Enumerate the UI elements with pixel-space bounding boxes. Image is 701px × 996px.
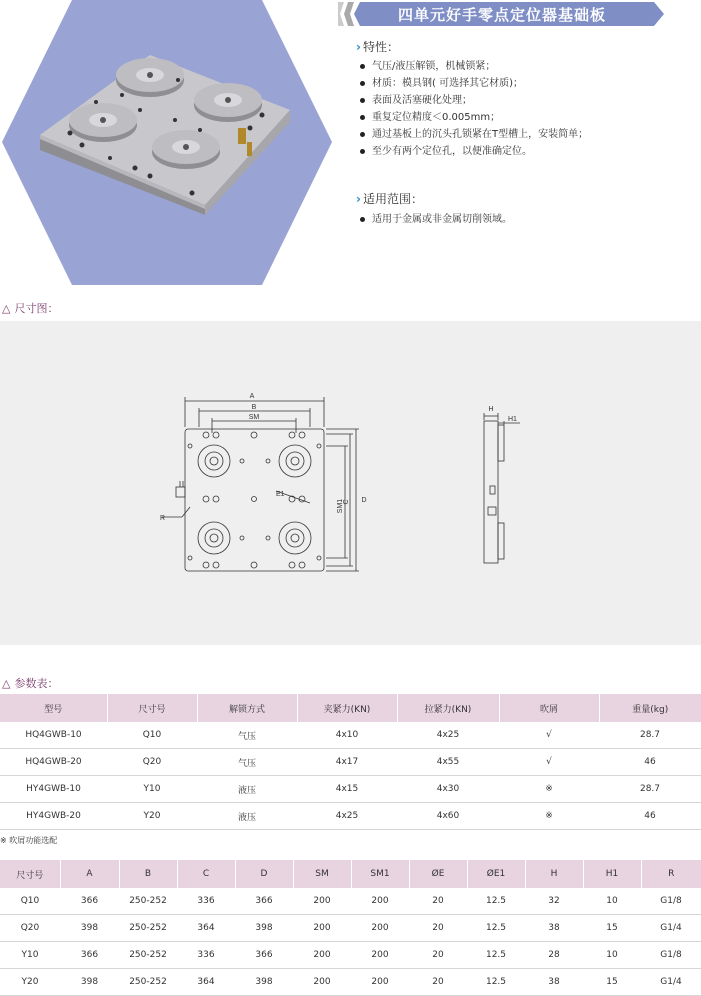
scope-heading: › 适用范围：: [356, 192, 423, 206]
table-cell: G1/8: [641, 888, 701, 915]
table-cell: Q10: [107, 722, 197, 749]
dimension-heading: △ 尺寸图：: [2, 302, 59, 315]
table-cell: HQ4GWB-10: [0, 722, 107, 749]
table-cell: 20: [409, 969, 467, 996]
col-header: 尺寸号: [0, 860, 60, 888]
dim-label-r: R: [160, 515, 166, 522]
table-cell: 200: [293, 942, 351, 969]
table-cell: ※: [499, 776, 599, 803]
table-cell: 366: [60, 942, 119, 969]
col-header: H: [525, 860, 583, 888]
table-cell: ※: [499, 803, 599, 830]
table-cell: 200: [293, 888, 351, 915]
table-cell: 250-252: [119, 888, 177, 915]
chevron-right-icon: ›: [356, 40, 361, 54]
table-cell: 4x55: [397, 749, 499, 776]
table-cell: 398: [235, 915, 293, 942]
table-cell: Q20: [0, 915, 60, 942]
table-cell: 20: [409, 942, 467, 969]
table-cell: G1/8: [641, 942, 701, 969]
list-item: 适用于金属或非金属切削领域。: [358, 211, 688, 228]
params-heading: △ 参数表：: [2, 677, 59, 690]
table-row: [0, 888, 701, 915]
table-cell: HQ4GWB-20: [0, 749, 107, 776]
chevron-right-icon: ›: [356, 192, 361, 206]
table-cell: 4x25: [297, 803, 397, 830]
table-cell: 250-252: [119, 969, 177, 996]
table-cell: 366: [235, 888, 293, 915]
table-cell: Q10: [0, 888, 60, 915]
table-cell: Y20: [0, 969, 60, 996]
table-cell: 12.5: [467, 888, 525, 915]
table-cell: HY4GWB-10: [0, 776, 107, 803]
table-cell: 4x15: [297, 776, 397, 803]
table-cell: 12.5: [467, 915, 525, 942]
table-cell: 38: [525, 915, 583, 942]
table-row: [0, 776, 701, 803]
col-header: SM: [293, 860, 351, 888]
table-cell: HY4GWB-20: [0, 803, 107, 830]
table-cell: Y10: [0, 942, 60, 969]
col-header: 拉紧力(KN): [397, 694, 499, 722]
table-cell: 20: [409, 915, 467, 942]
table-cell: 200: [293, 969, 351, 996]
col-header: SM1: [351, 860, 409, 888]
table-cell: 250-252: [119, 915, 177, 942]
table-cell: 200: [351, 942, 409, 969]
table-cell: 46: [599, 749, 701, 776]
features-list: [358, 58, 688, 160]
list-item: 重复定位精度＜0.005mm；: [358, 109, 688, 126]
table-cell: 398: [60, 969, 119, 996]
col-header: R: [641, 860, 701, 888]
table-cell: 液压: [197, 776, 297, 803]
product-hexagon: [0, 0, 332, 285]
table-cell: 12.5: [467, 969, 525, 996]
table-row: [0, 969, 701, 996]
dim-label-sm1: SM1: [337, 498, 344, 514]
table-cell: 200: [351, 969, 409, 996]
col-header: 尺寸号: [107, 694, 197, 722]
table-cell: 364: [177, 969, 235, 996]
col-header: C: [177, 860, 235, 888]
table-cell: 364: [177, 915, 235, 942]
list-item: 气压/液压解锁，机械锁紧；: [358, 58, 688, 75]
table-cell: 20: [409, 888, 467, 915]
list-item: 至少有两个定位孔，以便准确定位。: [358, 143, 688, 160]
table-cell: 气压: [197, 722, 297, 749]
table-cell: 15: [583, 915, 641, 942]
table-cell: 气压: [197, 749, 297, 776]
table-cell: 15: [583, 969, 641, 996]
page-title: 四单元好手零点定位器基础板: [397, 6, 606, 24]
col-header: H1: [583, 860, 641, 888]
table-row: [0, 803, 701, 830]
table-cell: 10: [583, 942, 641, 969]
table-cell: 366: [60, 888, 119, 915]
col-header: B: [119, 860, 177, 888]
col-header: 解锁方式: [197, 694, 297, 722]
table-note: ※ 吹屑功能选配: [0, 836, 58, 845]
dimension-drawing: [0, 321, 701, 645]
dim-label-a: A: [249, 393, 255, 400]
table-row: [0, 722, 701, 749]
table-cell: 200: [351, 888, 409, 915]
table-cell: 28.7: [599, 776, 701, 803]
col-header: 吹屑: [499, 694, 599, 722]
table-cell: Y20: [107, 803, 197, 830]
table-cell: 336: [177, 942, 235, 969]
table-cell: 200: [351, 915, 409, 942]
table-cell: √: [499, 722, 599, 749]
col-header: ØE1: [467, 860, 525, 888]
table-cell: G1/4: [641, 915, 701, 942]
dim-label-c: C: [343, 499, 350, 505]
scope-list: [358, 211, 688, 228]
dim-label-h: H: [488, 406, 494, 413]
col-header: A: [60, 860, 119, 888]
table-cell: Q20: [107, 749, 197, 776]
table-row: [0, 749, 701, 776]
col-header: ØE: [409, 860, 467, 888]
table-cell: Y10: [107, 776, 197, 803]
dim-label-h1: H1: [508, 416, 517, 423]
table-row: [0, 942, 701, 969]
col-header: 夹紧力(KN): [297, 694, 397, 722]
table-cell: 10: [583, 888, 641, 915]
table-cell: 4x25: [397, 722, 499, 749]
table-cell: G1/4: [641, 969, 701, 996]
dim-label-d: D: [361, 497, 367, 504]
table-cell: 336: [177, 888, 235, 915]
table-cell: 4x17: [297, 749, 397, 776]
list-item: 通过基板上的沉头孔锁紧在T型槽上，安装简单；: [358, 126, 688, 143]
table-header-row: [0, 860, 701, 888]
table-cell: 200: [293, 915, 351, 942]
table-header-row: [0, 694, 701, 722]
table-cell: 4x30: [397, 776, 499, 803]
features-heading: › 特性：: [356, 40, 399, 54]
table-cell: 液压: [197, 803, 297, 830]
dims-table: [0, 860, 701, 996]
table-cell: 28: [525, 942, 583, 969]
dim-label-e1: E1: [276, 491, 285, 498]
table-cell: 38: [525, 969, 583, 996]
col-header: D: [235, 860, 293, 888]
dim-label-sm: SM: [248, 414, 260, 421]
table-cell: 250-252: [119, 942, 177, 969]
table-cell: √: [499, 749, 599, 776]
table-cell: 398: [60, 915, 119, 942]
table-cell: 398: [235, 969, 293, 996]
table-cell: 4x60: [397, 803, 499, 830]
table-cell: 32: [525, 888, 583, 915]
table-cell: 12.5: [467, 942, 525, 969]
triangle-icon: △: [2, 677, 11, 690]
table-cell: 4x10: [297, 722, 397, 749]
triangle-icon: △: [2, 302, 11, 315]
table-row: [0, 915, 701, 942]
dim-label-b: B: [251, 404, 257, 411]
table-cell: 366: [235, 942, 293, 969]
table-cell: 28.7: [599, 722, 701, 749]
dimension-drawing-panel: [0, 321, 701, 645]
col-header: 型号: [0, 694, 107, 722]
col-header: 重量(kg): [599, 694, 701, 722]
list-item: 材质：模具钢( 可选择其它材质)；: [358, 75, 688, 92]
params-table: [0, 694, 701, 830]
table-cell: 46: [599, 803, 701, 830]
list-item: 表面及活塞硬化处理；: [358, 92, 688, 109]
